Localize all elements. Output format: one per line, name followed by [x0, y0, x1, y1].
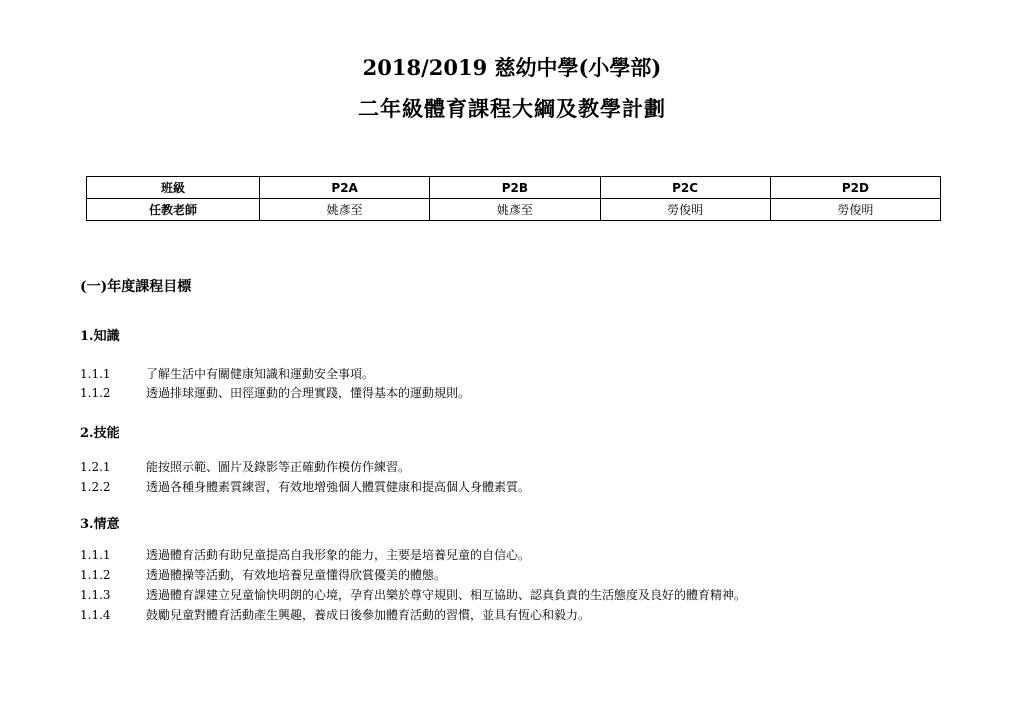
item-text: 透過排球運動、田徑運動的合理實踐，懂得基本的運動規則。 [146, 386, 471, 400]
list-item [80, 384, 470, 401]
list-item [80, 546, 530, 563]
table-cell: 勞俊明 [770, 199, 940, 221]
table-header-cell: P2D [770, 177, 940, 199]
item-number: 1.1.2 [80, 568, 111, 582]
table-header-cell: P2C [600, 177, 770, 199]
list-item [80, 478, 530, 495]
item-text: 能按照示範、圖片及錄影等正確動作模仿作練習。 [146, 460, 411, 474]
table-header-cell: P2B [430, 177, 600, 199]
item-text: 透過體操等活動，有效地培養兒童懂得欣賞優美的體態。 [146, 568, 447, 582]
table-row-label: 任教老師 [87, 199, 260, 221]
item-number: 1.1.4 [80, 608, 111, 622]
document-title: 2018/2019 慈幼中學(小學部) [362, 55, 662, 80]
item-text: 鼓勵兒童對體育活動產生興趣，養成日後參加體育活動的習慣，並具有恆心和毅力。 [146, 608, 591, 622]
list-item [80, 606, 590, 623]
section-heading: (一)年度課程目標 [80, 279, 192, 295]
document-subtitle: 二年級體育課程大綱及教學計劃 [358, 96, 666, 121]
item-text: 透過各種身體素質練習，有效地增強個人體質健康和提高個人身體素質。 [146, 480, 531, 494]
table-cell: 姚彥至 [430, 199, 600, 221]
item-text: 了解生活中有關健康知識和運動安全事項。 [146, 367, 375, 381]
item-number: 1.1.1 [80, 367, 111, 381]
table-header-row [87, 177, 941, 199]
table-header-cell: P2A [260, 177, 430, 199]
table-cell: 勞俊明 [600, 199, 770, 221]
table-row [87, 199, 941, 221]
subsection-heading-skills: 2.技能 [80, 426, 120, 441]
subsection-heading-knowledge: 1.知識 [80, 329, 120, 344]
list-item [80, 365, 374, 382]
class-teacher-table [86, 176, 941, 221]
item-number: 1.1.3 [80, 588, 111, 602]
list-item [80, 586, 746, 603]
item-number: 1.1.2 [80, 386, 111, 400]
item-text: 透過體育課建立兒童愉快明朗的心境，孕育出樂於尊守規則、相互協助、認真負責的生活態度及良好的體育精神。 [146, 588, 747, 602]
item-text: 透過體育活動有助兒童提高自我形象的能力，主要是培養兒童的自信心。 [146, 548, 531, 562]
subsection-heading-affective: 3.情意 [80, 517, 120, 532]
list-item [80, 566, 446, 583]
item-number: 1.2.1 [80, 460, 111, 474]
table-header-cell: 班級 [87, 177, 260, 199]
list-item [80, 458, 410, 475]
table-cell: 姚彥至 [260, 199, 430, 221]
item-number: 1.1.1 [80, 548, 111, 562]
item-number: 1.2.2 [80, 480, 111, 494]
